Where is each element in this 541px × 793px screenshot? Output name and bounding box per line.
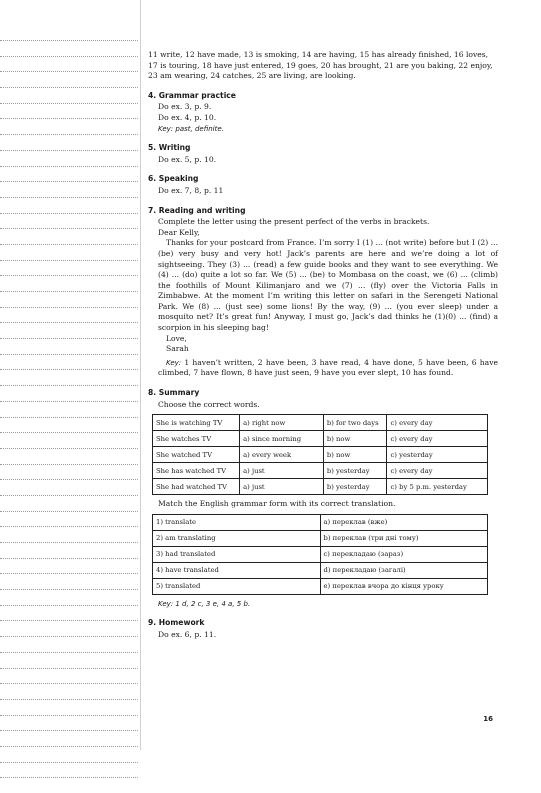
section-7-key: 1 haven’t written, 2 have been, 3 have read, 4 have done, 5 have been, 6 have climbed, 7 have flown, 8 have just seen, 9 have you ever slept, 10 has found. xyxy=(158,357,498,378)
key-label: Key: xyxy=(166,358,182,367)
table-row xyxy=(153,578,488,594)
key-label: Key: xyxy=(158,599,174,608)
section-4-line: Do ex. 3, p. 9. xyxy=(158,102,212,112)
table-cell: b) for two days xyxy=(323,415,387,431)
table-row xyxy=(153,546,488,562)
table-cell: 5) translated xyxy=(153,578,321,594)
margin-note-line xyxy=(0,56,138,58)
margin-note-line xyxy=(0,479,138,481)
table-cell: a) every week xyxy=(240,447,324,463)
margin-note-line xyxy=(0,103,138,105)
margin-note-line xyxy=(0,573,138,575)
margin-note-line xyxy=(0,589,138,591)
table-row xyxy=(153,415,488,431)
margin-note-line xyxy=(0,417,138,419)
letter-closing: Love, xyxy=(166,333,187,343)
section-4-line: Do ex. 4, p. 10. xyxy=(158,112,217,122)
margin-note-line xyxy=(0,526,138,528)
table-cell: She has watched TV xyxy=(153,463,240,479)
table-cell: She watched TV xyxy=(153,447,240,463)
section-6-heading: 6. Speaking xyxy=(148,174,199,184)
table-row xyxy=(153,562,488,578)
margin-note-line xyxy=(0,746,138,748)
margin-note-line xyxy=(0,307,138,309)
margin-note-line xyxy=(0,369,138,371)
margin-note-line xyxy=(0,275,138,277)
margin-note-line xyxy=(0,605,138,607)
table-cell: b) yesterday xyxy=(323,463,387,479)
table-row xyxy=(153,514,488,530)
section-8-key: 1 d, 2 c, 3 e, 4 a, 5 b. xyxy=(173,599,251,608)
margin-note-line xyxy=(0,40,138,42)
margin-note-line xyxy=(0,668,138,670)
margin-note-line xyxy=(0,401,138,403)
section-8-heading: 8. Summary xyxy=(148,388,200,398)
table-row xyxy=(153,479,488,495)
table-cell: b) переклав (три дні тому) xyxy=(320,530,488,546)
table-cell: c) перекладаю (зараз) xyxy=(320,546,488,562)
margin-note-line xyxy=(0,260,138,262)
table-row xyxy=(153,431,488,447)
section-5-line: Do ex. 5, p. 10. xyxy=(158,154,217,164)
margin-note-line xyxy=(0,464,138,466)
margin-note-line xyxy=(0,213,138,215)
table-cell: c) every day xyxy=(387,463,488,479)
table-cell: She had watched TV xyxy=(153,479,240,495)
margin-rule xyxy=(140,0,141,750)
margin-note-line xyxy=(0,558,138,560)
table-row xyxy=(153,447,488,463)
table-cell: a) just xyxy=(240,479,324,495)
margin-note-line xyxy=(0,150,138,152)
margin-note-line xyxy=(0,118,138,120)
margin-note-line xyxy=(0,495,138,497)
margin-note-line xyxy=(0,244,138,246)
table-cell: c) by 5 p.m. yesterday xyxy=(387,479,488,495)
table-cell: c) every day xyxy=(387,431,488,447)
table-cell: d) перекладаю (загалі) xyxy=(320,562,488,578)
letter-body: Thanks for your postcard from France. I’m sorry I (1) ... (not write) before but I (2) ... (be) very busy and very hot! Jack’s parents are here and we’re doing a lot of sightseeing. They (3) ... (read) a few guide books and they want to see everything. We (4) ... (do) quite a lot so far. We (5) ... (be) to Mombasa on the coast, we (6) ... (climb) the foothills of Mount Kilimanjaro and we (7) ... (fly) over the Victoria Falls in Zimbabwe. At the moment I’m writing this letter on safari in the Serengeti National Park. We (8) ... (just see) some lions! By the way, (9) ... (you ever sleep) under a mosquito net? It’s great fun! Anyway, I must go, Jack’s dad thinks he (1)(0) ... (find) a scorpion in his sleeping bag! xyxy=(158,238,498,333)
margin-note-line xyxy=(0,134,138,136)
margin-note-line xyxy=(0,620,138,622)
table-cell: c) yesterday xyxy=(387,447,488,463)
margin-note-line xyxy=(0,338,138,340)
margin-note-line xyxy=(0,354,138,356)
table-cell: a) right now xyxy=(240,415,324,431)
table-cell: 1) translate xyxy=(153,514,321,530)
table-cell: b) now xyxy=(323,431,387,447)
margin-note-line xyxy=(0,197,138,199)
section-7-heading: 7. Reading and writing xyxy=(148,205,246,215)
section-6-line: Do ex. 7, 8, p. 11 xyxy=(158,185,224,195)
table-cell: b) yesterday xyxy=(323,479,387,495)
table-cell: She is watching TV xyxy=(153,415,240,431)
table-cell: e) переклав вчора до кінця уроку xyxy=(320,578,488,594)
margin-note-lines xyxy=(0,40,138,793)
section-9-heading: 9. Homework xyxy=(148,618,205,628)
margin-note-line xyxy=(0,699,138,701)
key-label: Key: xyxy=(158,124,174,133)
section-9-line: Do ex. 6, p. 11. xyxy=(158,630,217,639)
letter-signature: Sarah xyxy=(166,344,189,354)
section-4-key: past, definite. xyxy=(173,124,224,133)
margin-note-line xyxy=(0,636,138,638)
margin-note-line xyxy=(0,777,138,779)
margin-note-line xyxy=(0,385,138,387)
choose-words-table xyxy=(152,414,488,495)
section-4-heading: 4. Grammar practice xyxy=(148,90,236,100)
section-7-instruction: Complete the letter using the present perfect of the verbs in brackets. xyxy=(158,217,430,227)
margin-note-line xyxy=(0,715,138,717)
table-cell: a) just xyxy=(240,463,324,479)
margin-note-line xyxy=(0,542,138,544)
table-cell: 4) have translated xyxy=(153,562,321,578)
margin-note-line xyxy=(0,166,138,168)
letter-greeting: Dear Kelly, xyxy=(158,227,200,237)
table-row xyxy=(153,463,488,479)
margin-note-line xyxy=(0,730,138,732)
margin-note-line xyxy=(0,291,138,293)
margin-note-line xyxy=(0,511,138,513)
table-cell: 3) had translated xyxy=(153,546,321,562)
margin-note-line xyxy=(0,228,138,230)
section-8-instruction-2: Match the English grammar form with its correct translation. xyxy=(158,499,396,509)
table-cell: 2) am translating xyxy=(153,530,321,546)
margin-note-line xyxy=(0,322,138,324)
letter xyxy=(158,228,498,379)
margin-note-line xyxy=(0,683,138,685)
table-row xyxy=(153,530,488,546)
table-cell: a) since morning xyxy=(240,431,324,447)
page-number: 16 xyxy=(483,715,493,723)
margin-note-line xyxy=(0,87,138,89)
section-5-heading: 5. Writing xyxy=(148,143,191,153)
margin-note-line xyxy=(0,71,138,73)
table-cell: c) every day xyxy=(387,415,488,431)
table-cell: b) now xyxy=(323,447,387,463)
margin-note-line xyxy=(0,652,138,654)
match-translation-table xyxy=(152,514,488,595)
keys-intro: 11 write, 12 have made, 13 is smoking, 14 are having, 15 has already finished, 16 loves, 17 is touring, 18 have just entered, 19 goes, 20 has brought, 21 are you baking, 22 enjoy, 23 am wearing, 24 catches, 25 are living, are looking. xyxy=(148,50,493,81)
page-content xyxy=(148,50,498,641)
margin-note-line xyxy=(0,181,138,183)
table-cell: a) переклав (вже) xyxy=(320,514,488,530)
section-4-body xyxy=(158,102,498,134)
margin-note-line xyxy=(0,432,138,434)
section-8-instruction: Choose the correct words. xyxy=(158,399,260,409)
table-cell: She watches TV xyxy=(153,431,240,447)
margin-note-line xyxy=(0,762,138,764)
margin-note-line xyxy=(0,448,138,450)
